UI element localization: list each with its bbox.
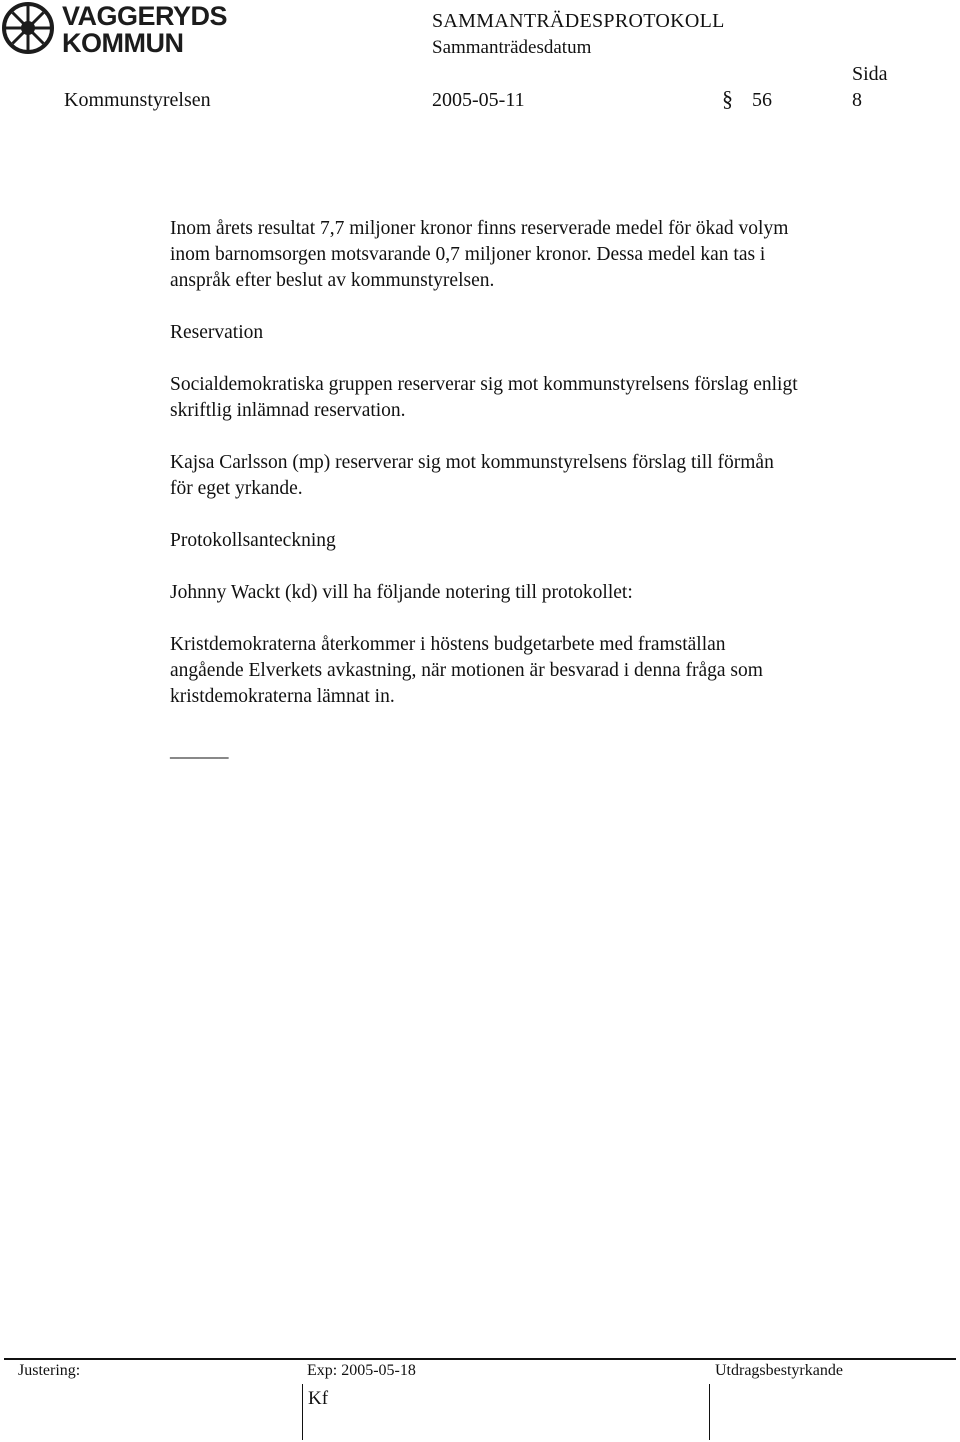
- paragraph-note-content: [170, 632, 870, 710]
- footer-exp-date: Exp: 2005-05-18: [307, 1362, 416, 1379]
- end-mark: ______: [170, 740, 229, 761]
- page-label: Sida: [852, 63, 888, 85]
- section-sign: §: [722, 86, 733, 111]
- paragraph-note-intro: [170, 580, 870, 606]
- footer-justering: Justering:: [18, 1362, 81, 1379]
- text-line: skriftlig inlämnad reservation.: [170, 400, 406, 421]
- paragraph-budget: [170, 216, 870, 294]
- section-number: 56: [752, 89, 772, 111]
- logo-text-line2: KOMMUN: [62, 28, 184, 58]
- text-line: Inom årets resultat 7,7 miljoner kronor finns reserverade medel för ökad volym: [170, 218, 789, 239]
- protocol-title: SAMMANTRÄDESPROTOKOLL: [432, 10, 725, 32]
- heading-protocol-note: Protokollsanteckning: [170, 530, 336, 551]
- logo-text-line1: VAGGERYDS: [62, 1, 228, 31]
- paragraph-reservation-s: [170, 372, 870, 424]
- footer-utdragsbestyrkande: Utdragsbestyrkande: [715, 1362, 843, 1379]
- committee-name: Kommunstyrelsen: [64, 89, 211, 111]
- text-line: Kristdemokraterna återkommer i höstens budgetarbete med framställan: [170, 634, 726, 655]
- footer-divider: [4, 1358, 956, 1360]
- text-line: Kajsa Carlsson (mp) reserverar sig mot kommunstyrelsens förslag till förmån: [170, 452, 774, 473]
- text-line: Socialdemokratiska gruppen reserverar sig mot kommunstyrelsens förslag enligt: [170, 374, 798, 395]
- municipality-logo: [0, 0, 228, 58]
- page-number: 8: [852, 89, 862, 111]
- footer-kf: Kf: [308, 1388, 329, 1409]
- text-line: Johnny Wackt (kd) vill ha följande notering till protokollet:: [170, 582, 633, 603]
- meeting-date: 2005-05-11: [432, 89, 525, 111]
- wheel-emblem-icon: [2, 2, 54, 54]
- paragraph-reservation-mp: [170, 450, 870, 502]
- text-line: angående Elverkets avkastning, när motionen är besvarad i denna fråga som: [170, 660, 763, 681]
- meeting-date-label: Sammanträdesdatum: [432, 37, 592, 58]
- text-line: anspråk efter beslut av kommunstyrelsen.: [170, 270, 495, 291]
- text-line: för eget yrkande.: [170, 478, 303, 499]
- footer-column-divider: [709, 1384, 710, 1440]
- heading-reservation: Reservation: [170, 322, 264, 343]
- text-line: inom barnomsorgen motsvarande 0,7 miljoner kronor. Dessa medel kan tas i: [170, 244, 766, 265]
- footer-column-divider: [302, 1384, 303, 1440]
- text-line: kristdemokraterna lämnat in.: [170, 686, 395, 707]
